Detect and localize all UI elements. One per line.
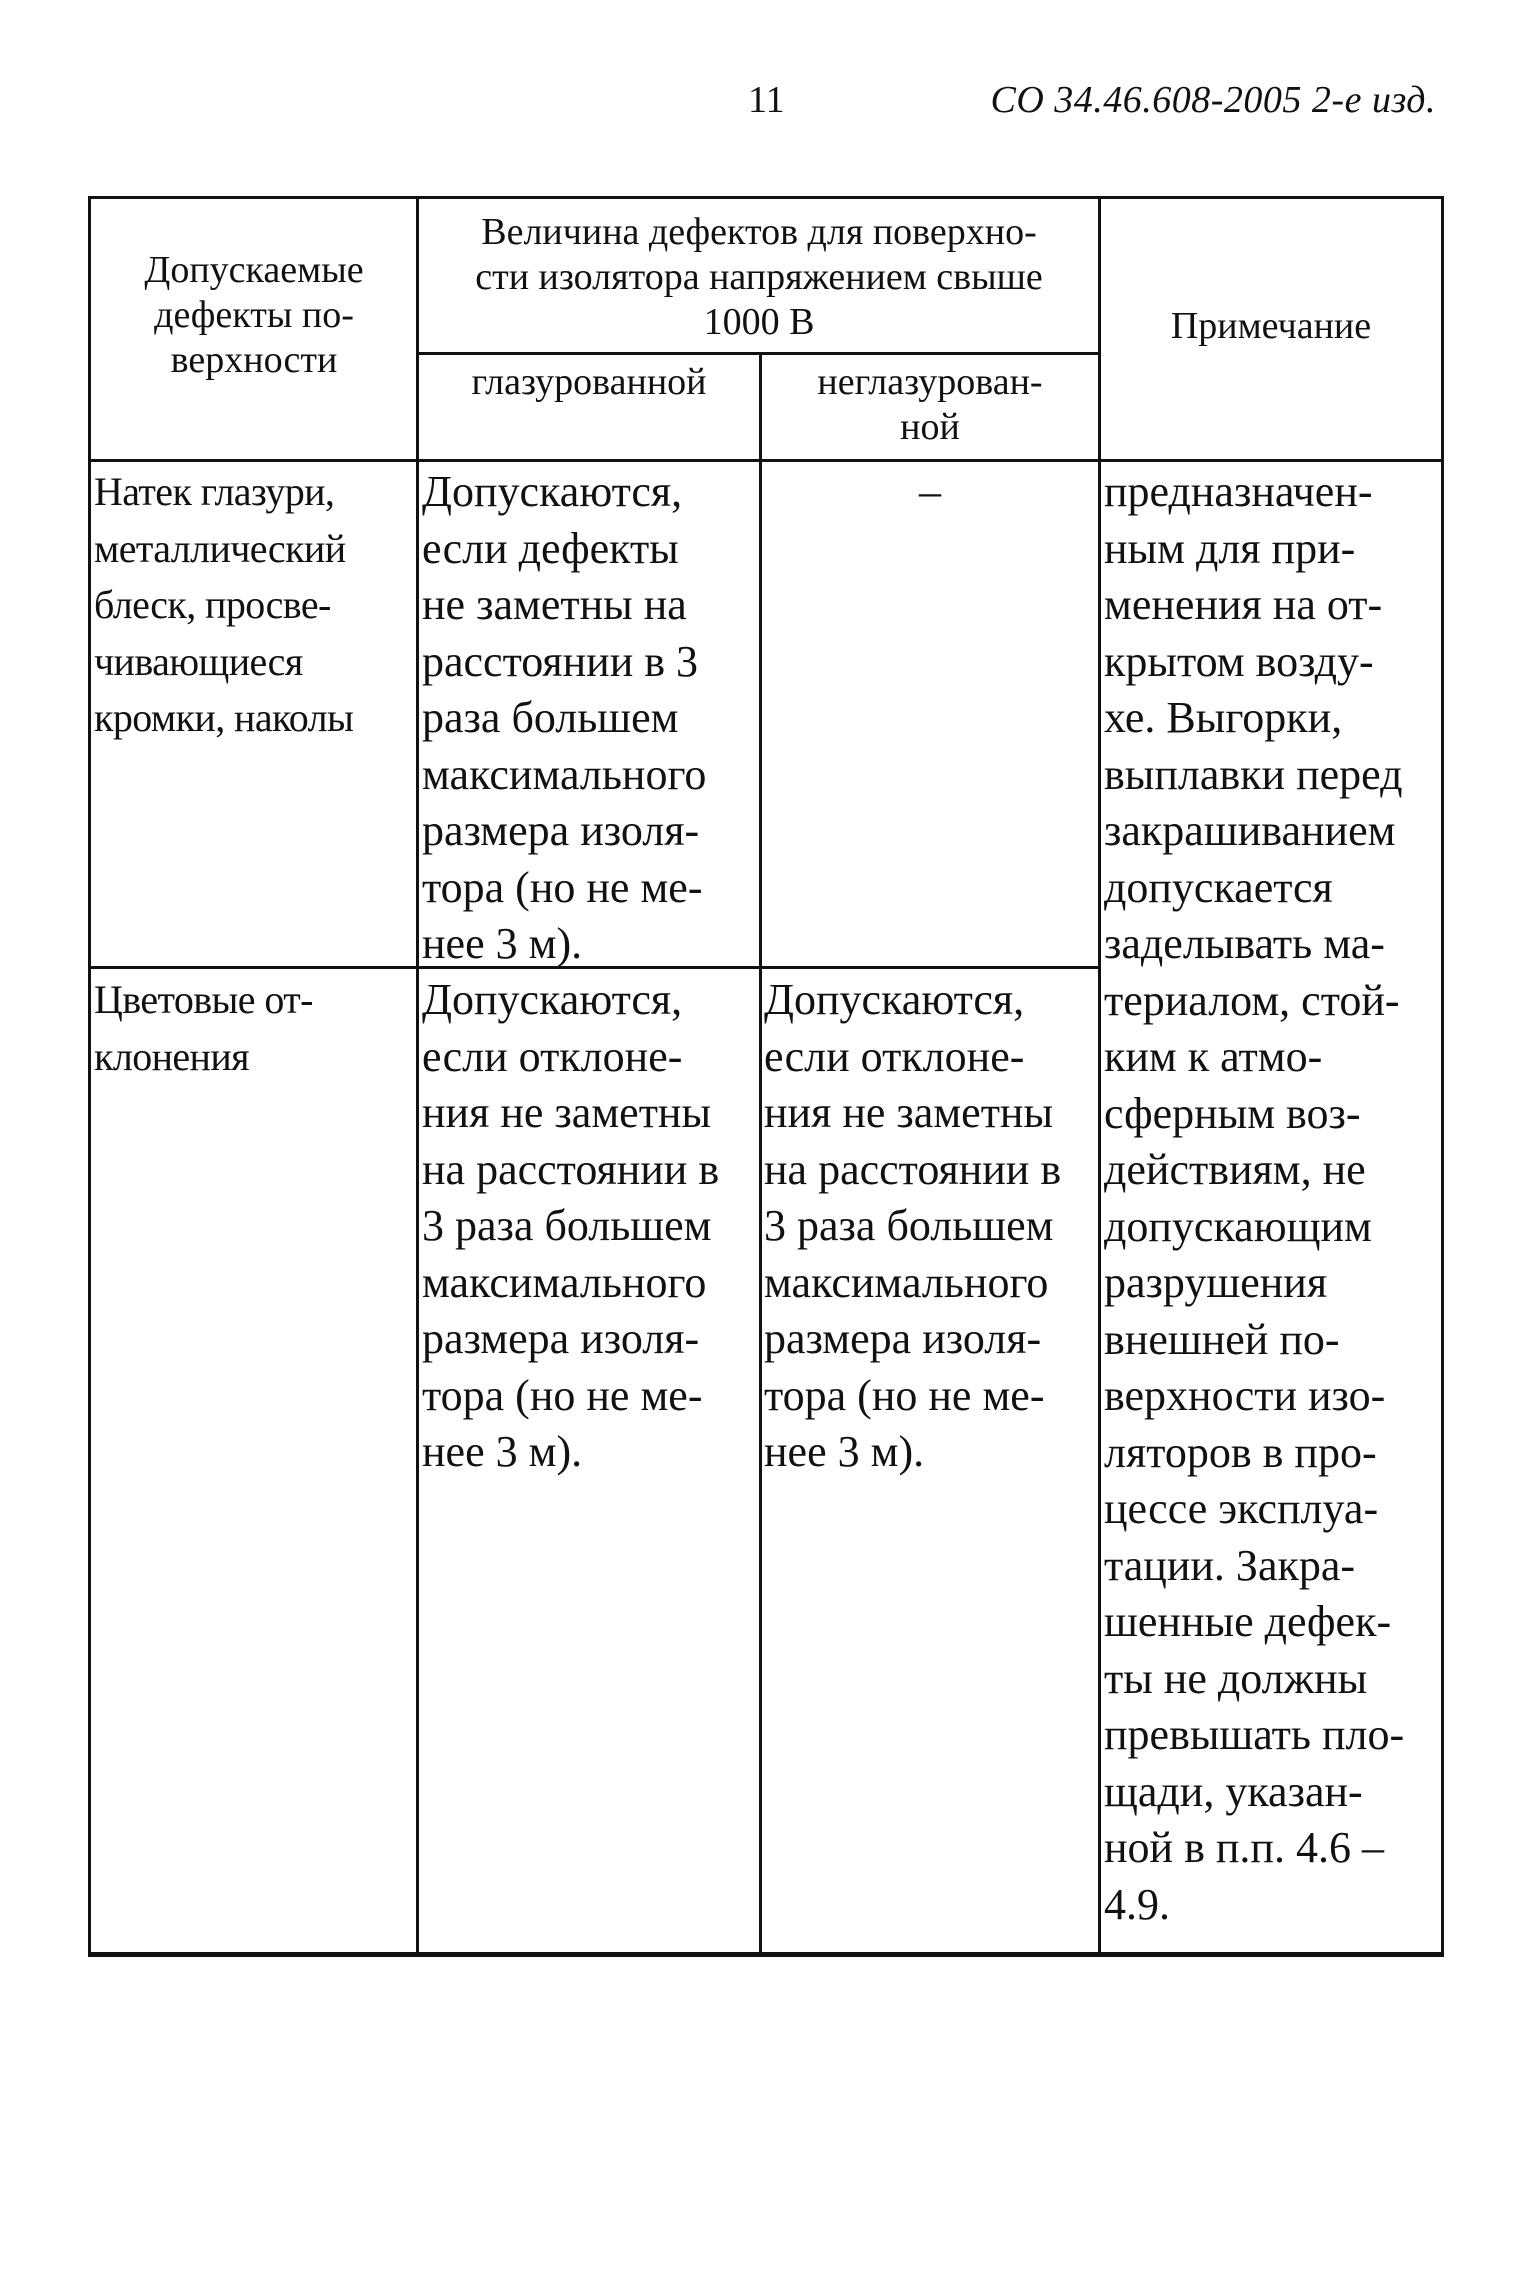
row1-unglazed: –: [919, 467, 941, 516]
subheader-rule: [418, 352, 1098, 355]
col3-divider: [1098, 196, 1101, 1957]
header-defects: Допускаемые дефекты по- верхности: [144, 249, 364, 381]
row1-glazed: Допускаются, если дефекты не заметны на расстоянии в 3 раза большем максимального размера изоля- тора (но не ме- нее 3 м).: [422, 467, 707, 968]
left-border: [88, 196, 91, 1957]
row1-defect: Натек глазури, металлический блеск, просве- чивающиеся кромки, наколы: [94, 469, 354, 740]
header-bottom-rule: [88, 459, 1444, 462]
page-header: [0, 78, 1532, 138]
table-top-rule: [88, 196, 1444, 199]
row2-defect: Цветовые от- клонения: [94, 977, 313, 1079]
header-note: Примечание: [1170, 305, 1372, 347]
note-text: предназначен- ным для при- менения на от- крытом возду- хе. Выгорки, выплавки перед закрашиванием допускается заделывать ма- териалом, стой- ким к атмо- сферным воз- действиям, не допускающим разрушения внешней по- верхности изо- ляторов в про- цессе эксплуа- тации. Закра- шенные дефек- ты не должны превышать пло- щади, указан- ной в п.п. 4.6 – 4.9.: [1104, 467, 1405, 1929]
row2-unglazed: Допускаются, если отклоне- ния не заметны на расстоянии в 3 раза большем максимального размера изоля- тора (но не ме- нее 3 м).: [764, 975, 1062, 1476]
header-defect-size-group: Величина дефектов для поверхно- сти изолятора напряжением свыше 1000 В: [475, 211, 1043, 343]
page-number: 11: [748, 79, 785, 121]
row2-glazed: Допускаются, если отклоне- ния не заметны на расстоянии в 3 раза большем максимального размера изоля- тора (но не ме- нее 3 м).: [422, 975, 720, 1476]
header-unglazed: неглазурован- ной: [817, 361, 1043, 448]
header-glazed: глазурованной: [471, 361, 707, 403]
col1-divider: [416, 196, 419, 1957]
defects-table: [88, 196, 1444, 1966]
document-code: СО 34.46.608-2005 2-е изд.: [990, 79, 1436, 121]
table-bottom-rule: [88, 1952, 1444, 1957]
